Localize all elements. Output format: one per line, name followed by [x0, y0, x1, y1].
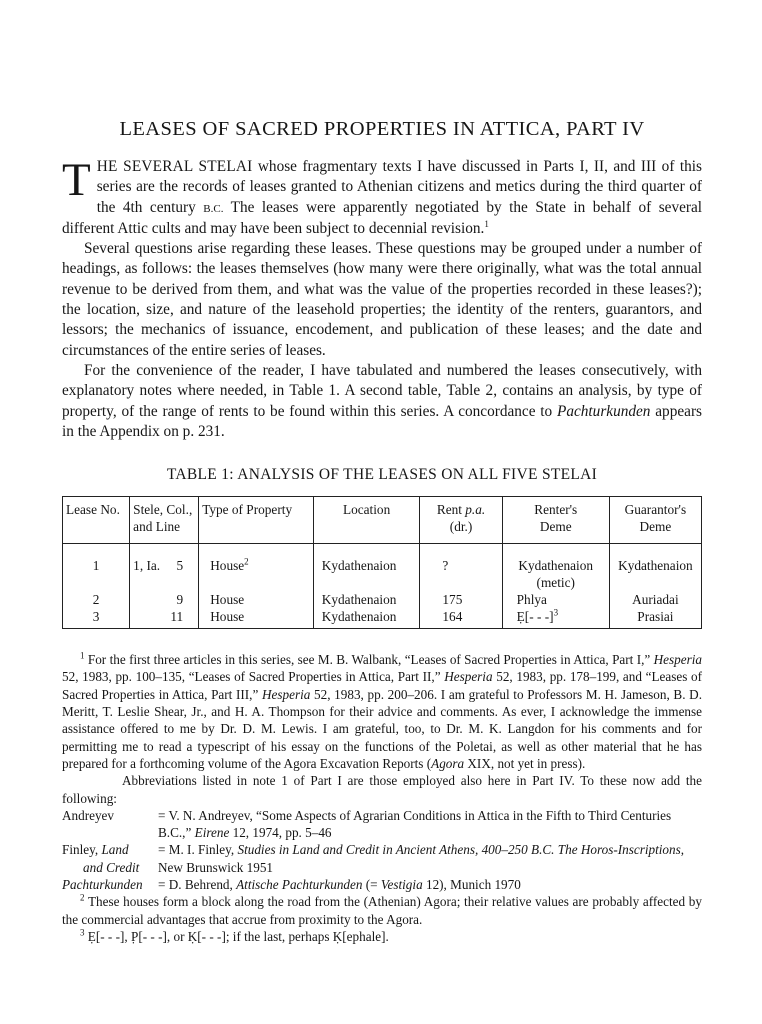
- header-rent: [420, 497, 502, 544]
- cell-renter-text: Ẹ[- - -]: [516, 609, 554, 625]
- cell-type-text: House: [210, 558, 245, 574]
- cell-rent: 164: [420, 608, 502, 629]
- footnote-2-text: These houses form a block along the road from the (Athenian) Agora; their relative values are probably affected by the commercial advantages that accrue from proximity to the Agora.: [62, 894, 702, 927]
- cell-location: Kydathenaion: [313, 544, 420, 592]
- cell-rent: 175: [420, 591, 502, 608]
- cell-rent: ?: [420, 544, 502, 592]
- cell-lease-no: 2: [63, 591, 130, 608]
- page: [62, 118, 702, 945]
- footnote-mark-2: 2: [80, 892, 85, 903]
- paragraph-3: [62, 361, 702, 442]
- header-guarantor: [609, 497, 701, 544]
- header-type: Type of Property: [199, 497, 314, 544]
- cell-type: House: [199, 608, 314, 629]
- table-row: [63, 608, 702, 629]
- header-renter-line-2: Deme: [539, 519, 572, 535]
- abbreviation-value-italic: Eirene: [194, 825, 230, 841]
- drop-cap: T: [62, 154, 91, 206]
- header-stele: [130, 497, 199, 544]
- cell-guarantor: Prasiai: [609, 608, 701, 629]
- abbreviation-key: Andreyev: [62, 807, 114, 823]
- footnote-2: [62, 893, 702, 928]
- abbreviation-key: [62, 841, 158, 876]
- abbreviation-value: [158, 807, 702, 842]
- abbreviation-value-italic: Attische Pachturkunden: [236, 877, 363, 893]
- paragraph-1-text-a: whose fragmentary texts I have discussed in Parts I, II, and III of this series are the records of leases granted to Athenian citizens and metics during the third quarter of the 4th century: [96, 158, 702, 216]
- abbreviation-value-b: (=: [362, 877, 381, 893]
- cell-stele-line: 11: [170, 609, 184, 625]
- header-renter-line-1: Renter's: [534, 502, 578, 518]
- footnote-ref-2[interactable]: 2: [244, 556, 249, 567]
- table-title: TABLE 1: ANALYSIS OF THE LEASES ON ALL FIVE STELAI: [166, 466, 598, 484]
- journal-title: Hesperia: [261, 686, 311, 702]
- cell-location: Kydathenaion: [313, 591, 420, 608]
- abbreviation-key-a: Finley,: [62, 842, 102, 858]
- cell-renter: [502, 608, 609, 629]
- footnote-3: [62, 928, 702, 945]
- abbreviation-entry: [62, 841, 702, 876]
- abbreviation-key: [62, 876, 158, 893]
- journal-title: Hesperia: [653, 652, 702, 668]
- cell-guarantor: Auriadai: [609, 591, 701, 608]
- journal-title: Hesperia: [444, 669, 493, 685]
- abbreviation-entry: [62, 807, 702, 842]
- abbreviation-key-b: and Credit: [83, 859, 140, 875]
- paragraph-3-italic: Pachturkunden: [557, 402, 651, 420]
- abbreviation-value: [158, 876, 702, 893]
- header-guarantor-line-1: Guarantor's: [624, 502, 687, 518]
- cell-renter: [502, 544, 609, 592]
- abbreviation-value-b: 12, 1974, pp. 5–46: [229, 825, 332, 841]
- abbreviation-value-italic: Studies in Land and Credit in Ancient Athens, 400–250 B.C. The Horos-Inscriptions: [237, 842, 681, 858]
- cell-renter-extra: (metic): [536, 575, 575, 591]
- header-rent-unit: (dr.): [449, 519, 473, 535]
- header-lease-no: Lease No.: [63, 497, 130, 544]
- abbreviation-value: [158, 841, 702, 876]
- footnote-1-text-a: For the first three articles in this series, see M. B. Walbank, “Leases of Sacred Properties in Attica, Part I,”: [84, 652, 654, 668]
- article-title: LEASES OF SACRED PROPERTIES IN ATTICA, PART IV: [119, 118, 645, 140]
- cell-lease-no: 3: [63, 608, 130, 629]
- header-rent-label: Rent: [436, 502, 466, 518]
- header-guarantor-line-2: Deme: [639, 519, 672, 535]
- header-rent-pa: p.a.: [465, 502, 486, 518]
- footnote-mark-3: 3: [80, 927, 85, 938]
- table-row: [63, 591, 702, 608]
- footnote-ref-1[interactable]: 1: [484, 218, 489, 229]
- abbreviation-value-a: = M. I. Finley,: [158, 842, 238, 858]
- abbreviation-value-a: = D. Behrend,: [158, 877, 237, 893]
- lead-in: HE SEVERAL STELAI: [96, 158, 253, 175]
- cell-stele: [130, 544, 199, 592]
- cell-lease-no: 1: [63, 544, 130, 592]
- paragraph-3-text-a: For the convenience of the reader, I have tabulated and numbered the leases consecutively, with explanatory notes where needed, in Table 1. A second table, Table 2, contains an analysis, by type of property, of the range of rents to be found within this series. A concordance to: [62, 361, 702, 420]
- abbreviation-entry: [62, 876, 702, 893]
- header-renter: [502, 497, 609, 544]
- footnote-1-text-b: 52, 1983, pp. 100–135, “Leases of Sacred Properties in Attica, Part II,”: [62, 669, 445, 685]
- paragraph-3-text-b: appears in the Appendix on p. 231.: [62, 402, 702, 440]
- abbreviation-value-b: , New Brunswick 1951: [158, 842, 685, 875]
- abbreviation-value-a: = V. N. Andreyev, “Some Aspects of Agrarian Conditions in Attica in the Fifth to Third Centuries B.C.,”: [158, 807, 672, 841]
- footnote-mark-1: 1: [80, 650, 85, 661]
- footnote-ref-3[interactable]: 3: [553, 607, 559, 618]
- series-title: Agora: [431, 755, 465, 771]
- paragraph-1-text-b: The leases were apparently negotiated by the State in behalf of several different Attic cults and may have been subject to decennial revision.: [62, 198, 703, 237]
- cell-renter: Phlya: [502, 591, 609, 608]
- footnote-1-text-e: XIX, not yet in press).: [464, 755, 586, 771]
- cell-renter-text: Kydathenaion: [518, 558, 594, 574]
- era-abbrev: B.C.: [203, 202, 224, 215]
- table-row: [63, 544, 702, 592]
- abbreviation-value-italic: Vestigia: [380, 877, 423, 893]
- header-stele-line-2: and Line: [133, 519, 181, 535]
- cell-type: House: [199, 591, 314, 608]
- abbreviation-key-italic: Pachturkunden: [62, 877, 143, 893]
- cell-location: Kydathenaion: [313, 608, 420, 629]
- cell-stele-line: 9: [176, 592, 184, 608]
- footnote-1-text-c: 52, 1983, pp. 178–199, and “Leases of Sacred Properties in Attica, Part III,”: [62, 669, 702, 702]
- abbreviation-value-c: 12), Munich 1970: [422, 877, 521, 893]
- cell-type: [199, 544, 314, 592]
- header-stele-line-1: Stele, Col.,: [133, 502, 193, 518]
- footnotes: [62, 651, 702, 945]
- cell-stele-col: 1, Ia.: [133, 558, 161, 574]
- cell-guarantor: Kydathenaion: [609, 544, 701, 592]
- table-header-row: [63, 497, 702, 544]
- paragraph-2: Several questions arise regarding these leases. These questions may be grouped under a number of headings, as follows: the leases themselves (how many were there originally, what was the total annual revenue to be derived from them, and what was the value of the properties recorded in these leases?); the location, size, and nature of the leasehold properties; the identity of the renters, guarantors, and lessors; the mechanics of issuance, encodement, and publication of these leases; and the date and circumstances of the entire series of leases.: [62, 240, 702, 359]
- abbreviation-key-italic: Land: [101, 842, 129, 858]
- paragraph-1: [62, 154, 703, 239]
- footnote-1: [62, 651, 702, 772]
- header-location: Location: [313, 497, 420, 544]
- cell-stele-line: 5: [176, 558, 184, 574]
- footnote-1-text-d: 52, 1983, pp. 200–206. I am grateful to Professors M. H. Jameson, B. D. Meritt, T. Leslie Shear, Jr., and H. A. Thompson for their advice and comments. As ever, I acknowledge the immense assistance offered to me by Dr. D. M. Lewis. I am grateful, too, to Dr. M. K. Langdon for his comments and for permitting me to read a typescript of his essay on the functions of the Poletai, as well as other material that he has prepared for a forthcoming volume of the Agora Excavation Reports (: [62, 686, 702, 771]
- cell-stele: [130, 591, 199, 608]
- leases-table: [62, 496, 702, 629]
- cell-stele: [130, 608, 199, 629]
- footnote-3-text: Ẹ[- - -], P̣[- - -], or Ḳ[- - -]; if the last, perhaps Ḳ[ephale].: [84, 928, 389, 944]
- abbreviations-intro: Abbreviations listed in note 1 of Part I are those employed also here in Part IV. To these now add the following:: [62, 773, 702, 806]
